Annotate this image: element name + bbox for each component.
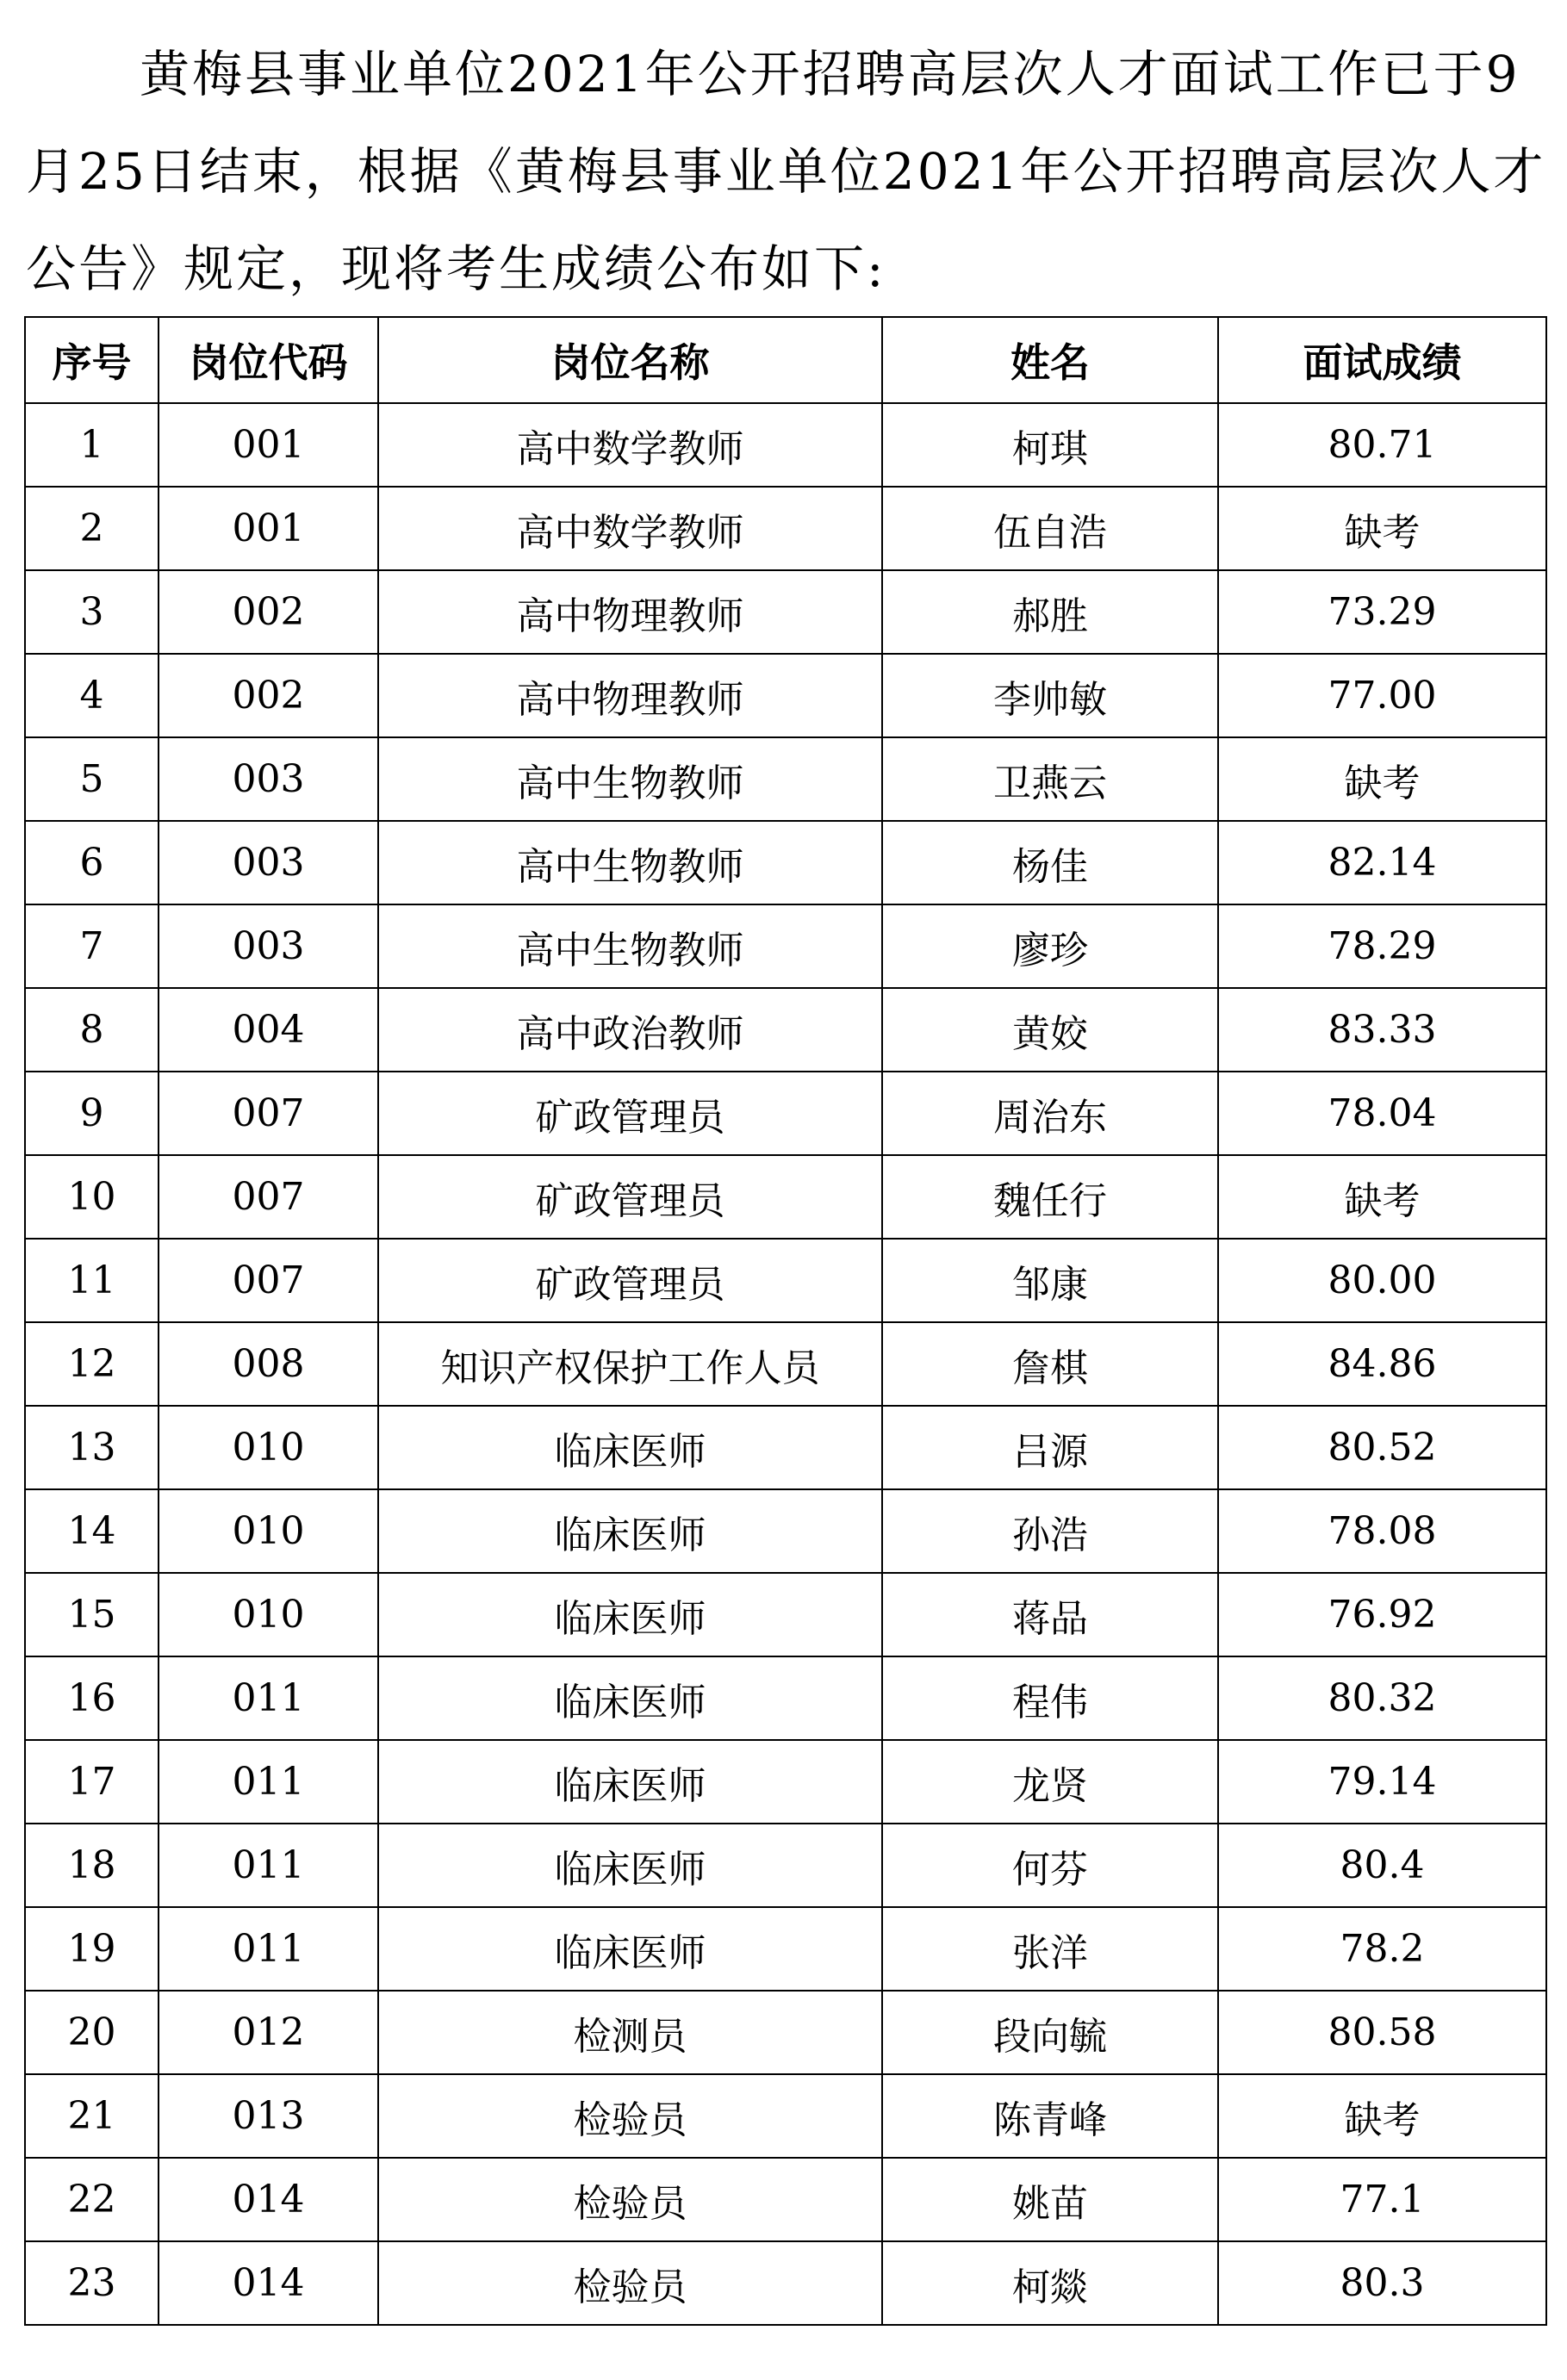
interview-score-cell: 80.3 (1218, 2241, 1546, 2325)
candidate-name-cell: 张洋 (882, 1907, 1218, 1991)
position-code-cell: 011 (159, 1824, 378, 1907)
candidate-name-cell: 程伟 (882, 1656, 1218, 1740)
serial-number-cell: 6 (25, 821, 159, 904)
interview-score-cell: 80.58 (1218, 1991, 1546, 2074)
serial-number-cell: 7 (25, 904, 159, 988)
position-name-cell: 检验员 (378, 2074, 882, 2158)
position-name-cell: 高中物理教师 (378, 570, 882, 654)
interview-score-cell: 缺考 (1218, 1155, 1546, 1239)
position-name-cell: 矿政管理员 (378, 1072, 882, 1155)
interview-results-table (24, 316, 1547, 2326)
interview-score-cell: 80.52 (1218, 1406, 1546, 1489)
candidate-name-cell: 杨佳 (882, 821, 1218, 904)
serial-number-cell: 16 (25, 1656, 159, 1740)
serial-number-cell: 21 (25, 2074, 159, 2158)
serial-number-cell: 22 (25, 2158, 159, 2241)
interview-score-cell: 80.71 (1218, 403, 1546, 487)
table-header-row (25, 317, 1546, 403)
intro-paragraph: 黄梅县事业单位2021年公开招聘高层次人才面试工作已于9月25日结束，根据《黄梅县事业单位2021年公开招聘高层次人才公告》规定，现将考生成绩公布如下: (26, 45, 1546, 298)
position-name-cell: 高中数学教师 (378, 403, 882, 487)
table-row (25, 1573, 1546, 1656)
serial-number-cell: 23 (25, 2241, 159, 2325)
table-row (25, 1991, 1546, 2074)
candidate-name-cell: 邹康 (882, 1239, 1218, 1322)
candidate-name-cell: 伍自浩 (882, 487, 1218, 570)
interview-score-cell: 78.2 (1218, 1907, 1546, 1991)
table-row (25, 1406, 1546, 1489)
position-name-cell: 临床医师 (378, 1740, 882, 1824)
serial-number-cell: 8 (25, 988, 159, 1072)
candidate-name-cell: 詹棋 (882, 1322, 1218, 1406)
position-name-cell: 矿政管理员 (378, 1155, 882, 1239)
serial-number-cell: 4 (25, 654, 159, 737)
candidate-name-cell: 柯燚 (882, 2241, 1218, 2325)
table-row (25, 1322, 1546, 1406)
position-name-cell: 临床医师 (378, 1824, 882, 1907)
position-code-cell: 013 (159, 2074, 378, 2158)
position-name-cell: 临床医师 (378, 1406, 882, 1489)
position-code-cell: 010 (159, 1489, 378, 1573)
position-code-cell: 007 (159, 1155, 378, 1239)
interview-score-cell: 79.14 (1218, 1740, 1546, 1824)
position-code-cell: 014 (159, 2241, 378, 2325)
position-name-cell: 高中政治教师 (378, 988, 882, 1072)
position-code-cell: 003 (159, 821, 378, 904)
serial-number-cell: 5 (25, 737, 159, 821)
candidate-name-cell: 何芬 (882, 1824, 1218, 1907)
position-name-cell: 高中生物教师 (378, 737, 882, 821)
table-row (25, 1072, 1546, 1155)
position-code-cell: 004 (159, 988, 378, 1072)
candidate-name-cell: 李帅敏 (882, 654, 1218, 737)
position-code-cell: 010 (159, 1406, 378, 1489)
interview-score-cell: 缺考 (1218, 2074, 1546, 2158)
position-code-cell: 002 (159, 654, 378, 737)
table-row (25, 1656, 1546, 1740)
header-serial-number: 序号 (25, 317, 159, 403)
position-name-cell: 高中生物教师 (378, 904, 882, 988)
candidate-name-cell: 龙贤 (882, 1740, 1218, 1824)
interview-score-cell: 84.86 (1218, 1322, 1546, 1406)
table-row (25, 904, 1546, 988)
candidate-name-cell: 魏任行 (882, 1155, 1218, 1239)
candidate-name-cell: 段向毓 (882, 1991, 1218, 2074)
interview-score-cell: 78.04 (1218, 1072, 1546, 1155)
table-row (25, 570, 1546, 654)
candidate-name-cell: 蒋品 (882, 1573, 1218, 1656)
table-row (25, 988, 1546, 1072)
candidate-name-cell: 黄姣 (882, 988, 1218, 1072)
table-row (25, 1740, 1546, 1824)
position-name-cell: 临床医师 (378, 1907, 882, 1991)
interview-score-cell: 73.29 (1218, 570, 1546, 654)
table-row (25, 2158, 1546, 2241)
serial-number-cell: 2 (25, 487, 159, 570)
interview-score-cell: 80.4 (1218, 1824, 1546, 1907)
serial-number-cell: 1 (25, 403, 159, 487)
table-row (25, 1239, 1546, 1322)
position-code-cell: 003 (159, 904, 378, 988)
candidate-name-cell: 孙浩 (882, 1489, 1218, 1573)
interview-score-cell: 78.29 (1218, 904, 1546, 988)
position-name-cell: 高中物理教师 (378, 654, 882, 737)
position-name-cell: 临床医师 (378, 1573, 882, 1656)
table-row (25, 403, 1546, 487)
position-code-cell: 008 (159, 1322, 378, 1406)
interview-score-cell: 77.1 (1218, 2158, 1546, 2241)
candidate-name-cell: 陈青峰 (882, 2074, 1218, 2158)
candidate-name-cell: 柯琪 (882, 403, 1218, 487)
candidate-name-cell: 卫燕云 (882, 737, 1218, 821)
table-row (25, 2074, 1546, 2158)
position-code-cell: 011 (159, 1656, 378, 1740)
serial-number-cell: 15 (25, 1573, 159, 1656)
table-body (25, 403, 1546, 2325)
candidate-name-cell: 吕源 (882, 1406, 1218, 1489)
table-row (25, 487, 1546, 570)
position-name-cell: 临床医师 (378, 1656, 882, 1740)
serial-number-cell: 20 (25, 1991, 159, 2074)
interview-score-cell: 77.00 (1218, 654, 1546, 737)
position-code-cell: 014 (159, 2158, 378, 2241)
serial-number-cell: 17 (25, 1740, 159, 1824)
table-row (25, 1489, 1546, 1573)
candidate-name-cell: 姚苗 (882, 2158, 1218, 2241)
position-name-cell: 矿政管理员 (378, 1239, 882, 1322)
interview-score-cell: 78.08 (1218, 1489, 1546, 1573)
position-code-cell: 012 (159, 1991, 378, 2074)
position-code-cell: 001 (159, 403, 378, 487)
position-name-cell: 知识产权保护工作人员 (378, 1322, 882, 1406)
interview-score-cell: 83.33 (1218, 988, 1546, 1072)
serial-number-cell: 3 (25, 570, 159, 654)
interview-score-cell: 76.92 (1218, 1573, 1546, 1656)
header-position-code: 岗位代码 (159, 317, 378, 403)
position-code-cell: 011 (159, 1740, 378, 1824)
table-row (25, 821, 1546, 904)
serial-number-cell: 9 (25, 1072, 159, 1155)
candidate-name-cell: 周治东 (882, 1072, 1218, 1155)
serial-number-cell: 13 (25, 1406, 159, 1489)
table-row (25, 1907, 1546, 1991)
position-name-cell: 临床医师 (378, 1489, 882, 1573)
serial-number-cell: 19 (25, 1907, 159, 1991)
header-interview-score: 面试成绩 (1218, 317, 1546, 403)
position-name-cell: 高中生物教师 (378, 821, 882, 904)
interview-score-cell: 82.14 (1218, 821, 1546, 904)
serial-number-cell: 18 (25, 1824, 159, 1907)
serial-number-cell: 12 (25, 1322, 159, 1406)
position-code-cell: 011 (159, 1907, 378, 1991)
interview-score-cell: 缺考 (1218, 487, 1546, 570)
table-row (25, 1824, 1546, 1907)
position-code-cell: 001 (159, 487, 378, 570)
header-candidate-name: 姓名 (882, 317, 1218, 403)
table-row (25, 2241, 1546, 2325)
candidate-name-cell: 廖珍 (882, 904, 1218, 988)
interview-score-cell: 80.32 (1218, 1656, 1546, 1740)
serial-number-cell: 14 (25, 1489, 159, 1573)
position-name-cell: 检测员 (378, 1991, 882, 2074)
position-name-cell: 检验员 (378, 2158, 882, 2241)
position-name-cell: 高中数学教师 (378, 487, 882, 570)
position-code-cell: 007 (159, 1072, 378, 1155)
table-row (25, 1155, 1546, 1239)
position-code-cell: 003 (159, 737, 378, 821)
table-row (25, 654, 1546, 737)
position-code-cell: 010 (159, 1573, 378, 1656)
header-position-name: 岗位名称 (378, 317, 882, 403)
serial-number-cell: 11 (25, 1239, 159, 1322)
candidate-name-cell: 郝胜 (882, 570, 1218, 654)
position-code-cell: 002 (159, 570, 378, 654)
table-row (25, 737, 1546, 821)
serial-number-cell: 10 (25, 1155, 159, 1239)
interview-score-cell: 80.00 (1218, 1239, 1546, 1322)
position-code-cell: 007 (159, 1239, 378, 1322)
position-name-cell: 检验员 (378, 2241, 882, 2325)
interview-score-cell: 缺考 (1218, 737, 1546, 821)
